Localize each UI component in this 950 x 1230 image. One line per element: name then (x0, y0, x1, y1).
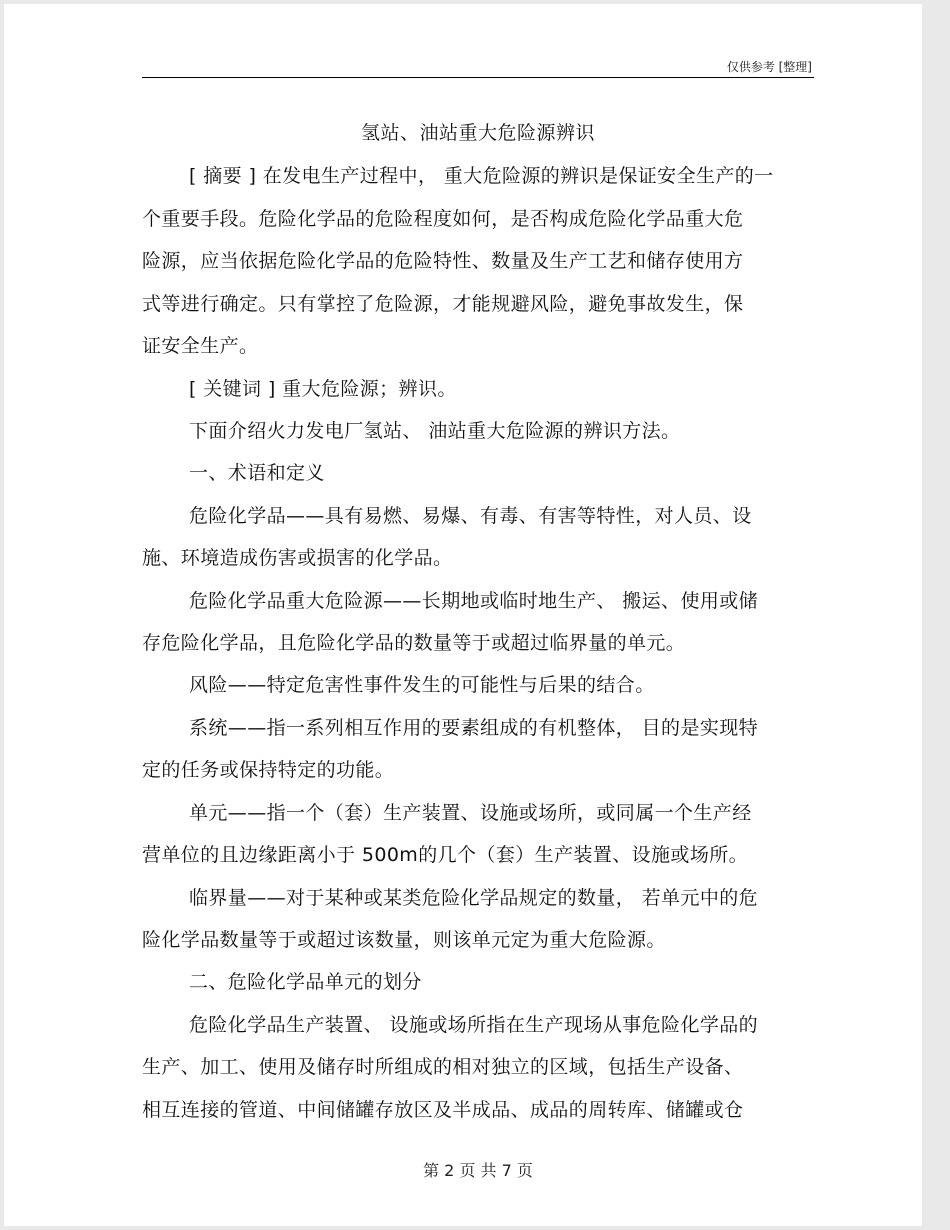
body-line: 施、环境造成伤害或损害的化学品。 (142, 547, 453, 569)
header-note: 仅供参考 [整理] (726, 60, 812, 74)
body-line: 临界量——对于某种或某类危险化学品规定的数量， 若单元中的危 (189, 887, 759, 909)
body-line: 系统——指一系列相互作用的要素组成的有机整体， 目的是实现特 (189, 717, 759, 739)
body-line: 险化学品数量等于或超过该数量，则该单元定为重大危险源。 (142, 929, 666, 951)
body-line: 险源，应当依据危险化学品的危险特性、数量及生产工艺和储存使用方 (142, 250, 744, 272)
body-line: 下面介绍火力发电厂氢站、 油站重大危险源的辨识方法。 (189, 420, 681, 442)
body-line: 营单位的且边缘距离小于 500m的几个（套）生产装置、设施或场所。 (142, 844, 749, 866)
body-line: 生产、加工、使用及储存时所组成的相对独立的区域，包括生产设备、 (142, 1056, 744, 1078)
body-line: 定的任务或保持特定的功能。 (142, 759, 395, 781)
body-line: 证安全生产。 (142, 335, 259, 357)
body-line: 个重要手段。危险化学品的危险程度如何，是否构成危险化学品重大危 (142, 208, 744, 230)
body-line: 危险化学品——具有易燃、易爆、有毒、有害等特性，对人员、设 (189, 505, 752, 527)
page-number: 第 2 页 共 7 页 (423, 1161, 533, 1180)
document-title: 氢站、油站重大危险源辨识 (360, 122, 595, 144)
body-line: [ 关键词 ] 重大危险源；辨识。 (189, 378, 457, 400)
section-heading: 一、术语和定义 (189, 462, 325, 484)
document-page (4, 4, 922, 1226)
body-line: 单元——指一个（套）生产装置、设施或场所，或同属一个生产经 (189, 802, 752, 824)
body-line: 式等进行确定。只有掌控了危险源，才能规避风险，避免事故发生，保 (142, 293, 744, 315)
body-line: 存危险化学品，且危险化学品的数量等于或超过临界量的单元。 (142, 632, 686, 654)
body-line: 危险化学品重大危险源——长期地或临时地生产、 搬运、使用或储 (189, 590, 759, 612)
header-rule (142, 77, 814, 78)
body-line: 相互连接的管道、中间储罐存放区及半成品、成品的周转库、储罐或仓 (142, 1099, 744, 1121)
section-heading: 二、危险化学品单元的划分 (189, 971, 422, 993)
body-line: [ 摘要 ] 在发电生产过程中， 重大危险源的辨识是保证安全生产的一 (189, 165, 774, 187)
body-line: 风险——特定危害性事件发生的可能性与后果的结合。 (189, 674, 655, 696)
body-line: 危险化学品生产装置、 设施或场所指在生产现场从事危险化学品的 (189, 1014, 759, 1036)
